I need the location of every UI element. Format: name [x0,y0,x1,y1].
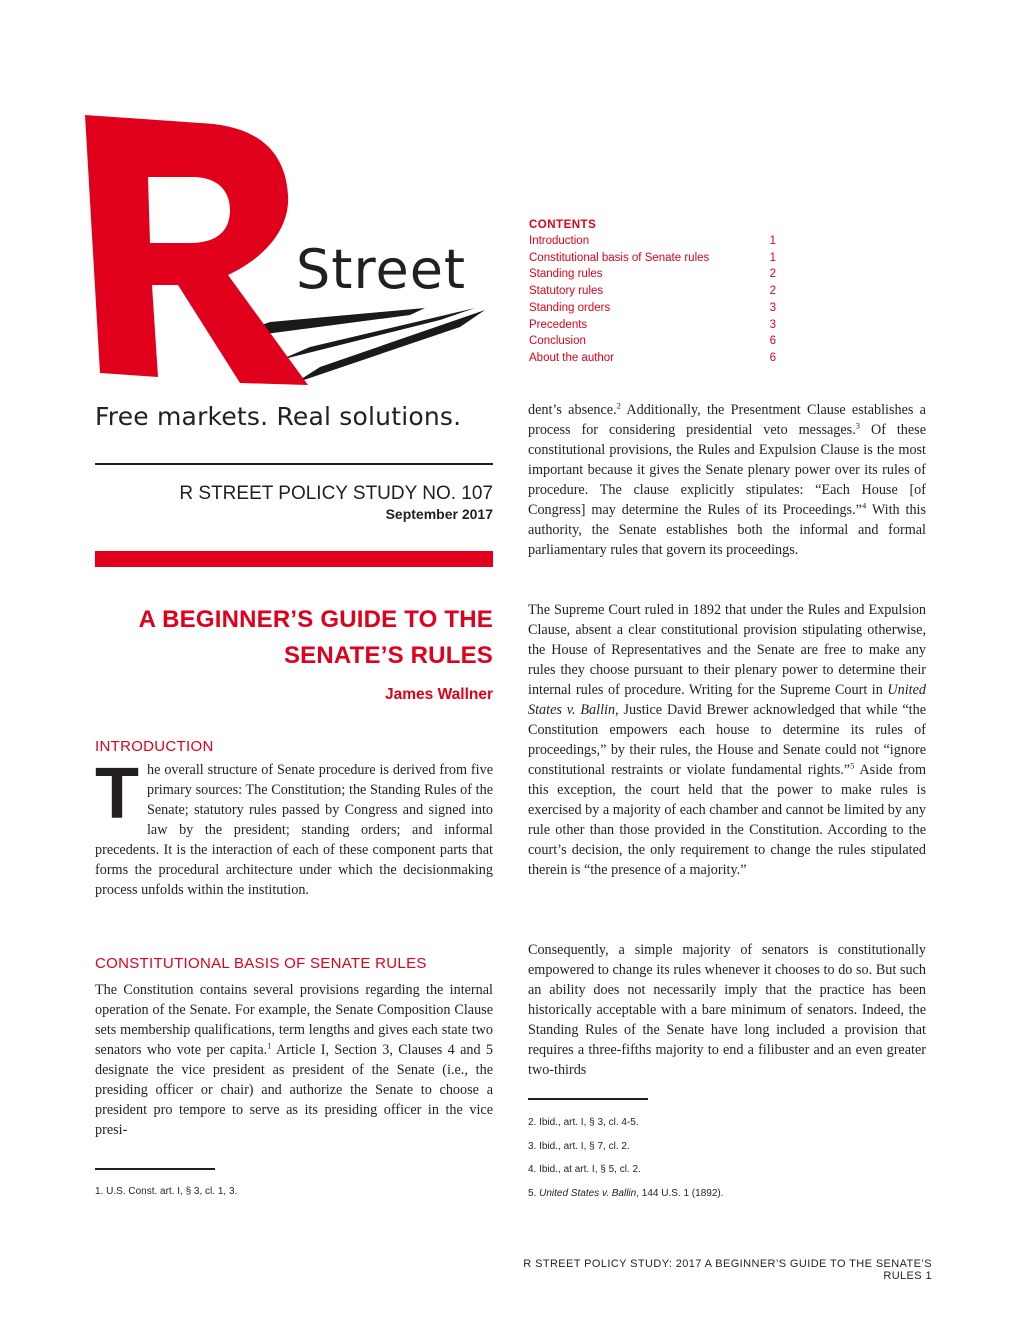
toc-item[interactable] [529,317,776,334]
title-line-2: SENATE’S RULES [283,642,493,669]
title-line-1: A BEGINNER’S GUIDE TO THE [138,606,493,633]
drop-cap: T [95,754,139,834]
paragraph-text: The Supreme Court ruled in 1892 that under the Rules and Expulsion Clause, absent a clear constitutional provision stipulating otherwise, the House of Representatives and the Senate are free to make any rules they choose pursuant to their plenary power to determine their internal rules of procedure. Writing for the Supreme Court in [528,602,926,698]
constitutional-paragraph [95,980,493,1140]
red-divider [95,551,493,567]
footnote-ref[interactable]: 4 [861,500,867,511]
paragraph-text: With this authority, the Senate establishes both the informal and formal parliamentary rules that govern its proceedings. [528,502,926,558]
footnote-5 [528,1188,724,1199]
toc-item-page: 2 [769,268,776,281]
logo-r-letter [85,115,308,385]
footnote-text: , 144 U.S. 1 (1892). [636,1188,724,1199]
toc-item[interactable] [529,266,776,283]
toc-item[interactable] [529,350,776,367]
toc-item-page: 3 [769,318,776,331]
study-series: R STREET POLICY STUDY NO. 107 [179,483,493,504]
toc-item-label: Constitutional basis of Senate rules [529,251,710,264]
divider [95,463,493,465]
toc-item-page: 1 [769,235,776,247]
toc-item-page: 6 [769,351,776,364]
toc-item[interactable] [529,233,776,250]
right-paragraph-2 [528,600,926,880]
toc-item-page: 1 [769,251,776,264]
case-name: United States v. Ballin [528,682,926,718]
paragraph-text: Article I, Section 3, Clauses 4 and 5 designate the vice president as president of the Senate (i.e., the presiding officer or chair) and authorize the Senate to choose a president pro tempore to serve as its presiding officer in the vice presi- [95,1042,493,1138]
paragraph-text: , Justice David Brewer acknowledged that while “the Constitution empowers each house to determine its rules of proceedings,” by their rules, the House and Senate could not “ignore constitutional restraints or violate fundamental rights.” [528,702,927,778]
case-name: United States v. Ballin [539,1188,637,1199]
toc-item-page: 6 [769,335,776,348]
footnote-divider [95,1168,215,1170]
footnote-divider [528,1098,648,1100]
toc-item[interactable] [529,300,776,317]
paragraph-text: Of these constitutional provisions, the Rules and Expulsion Clause is the most important because it gives the Senate plenary power over its rules of procedure. The clause explicitly stipulates: “Each House [of Congress] may determine the Rules of its Proceedings.” [528,422,927,518]
intro-text: he overall structure of Senate procedure is derived from five primary sources: The Constitution; the Standing Rules of the Senate; statutory rules passed by Congress and signed into law by the president; standing orders; and informal precedents. It is the interaction of each of these component parts that forms the procedural architecture under which the decisionmaking process unfolds within the institution. [95,762,493,898]
tagline: Free markets. Real solutions. [95,402,462,431]
toc-item-label: Statutory rules [529,285,604,298]
toc-item-label: Standing orders [529,301,611,314]
footnote-ref[interactable]: 2 [616,400,621,411]
section-heading-introduction: INTRODUCTION [95,738,214,755]
page-title [95,602,493,674]
footnote-ref[interactable]: 5 [850,760,855,771]
footnote-2: 2. Ibid., art. I, § 3, cl. 4-5. [528,1117,639,1128]
toc-item[interactable] [529,283,776,300]
footnote-ref[interactable]: 1 [267,1040,272,1051]
paragraph-text: Additionally, the Presentment Clause establishes a process for considering presidential veto messages. [528,402,926,438]
study-date: September 2017 [385,506,493,522]
author-name: James Wallner [385,686,493,703]
toc-item-label: Conclusion [529,335,586,348]
footnote-3: 3. Ibid., art. I, § 7, cl. 2. [528,1141,630,1152]
footnote-ref[interactable]: 3 [855,420,860,431]
right-paragraph-3: Consequently, a simple majority of senators is constitutionally empowered to change its rules whenever it chooses to do so. But such an ability does not necessarily imply that the practice has been historically acceptable with a bare minimum of senators. Indeed, the Standing Rules of the Senate have long included a provision that requires a three-fifths majority to end a filibuster and an even greater two-thirds [528,942,926,1078]
paragraph-text: The Constitution contains several provisions regarding the internal operation of the Senate. For example, the Senate Composition Clause sets membership qualifications, term lengths and gives each state two senators who vote per capita. [95,982,493,1058]
toc-item-label: Precedents [529,318,588,331]
footnote-number: 5. [528,1188,540,1199]
toc-item[interactable] [529,250,776,267]
toc-item-page: 3 [769,301,776,314]
toc-item-page: 2 [769,285,776,298]
paragraph-text: dent’s absence. [528,402,617,418]
footnote-1: 1. U.S. Const. art. I, § 3, cl. 1, 3. [95,1186,238,1197]
table-of-contents [529,219,776,367]
toc-item-label: Standing rules [529,268,603,281]
toc-item-label: Introduction [529,235,590,247]
running-footer: R STREET POLICY STUDY: 2017 A BEGINNER’S GUIDE TO THE SENATE’S RULES 1 [523,1258,932,1282]
logo-wordmark: Street [296,238,467,301]
toc-item-label: About the author [529,351,615,364]
paragraph-text: Aside from this exception, the court held that the power to make rules is exercised by a majority of each chamber and cannot be limited by any rule other than those provided in the Constitution. According to the court’s decision, the only requirement to change the rules stipulated therein is “the presence of a majority.” [528,762,926,878]
intro-paragraph [95,754,493,900]
toc-item[interactable] [529,333,776,350]
footnote-4: 4. Ibid., at art. I, § 5, cl. 2. [528,1164,641,1175]
contents-heading: CONTENTS [529,219,597,231]
right-paragraph-1 [528,400,926,560]
section-heading-constitutional-basis: CONSTITUTIONAL BASIS OF SENATE RULES [95,955,427,972]
